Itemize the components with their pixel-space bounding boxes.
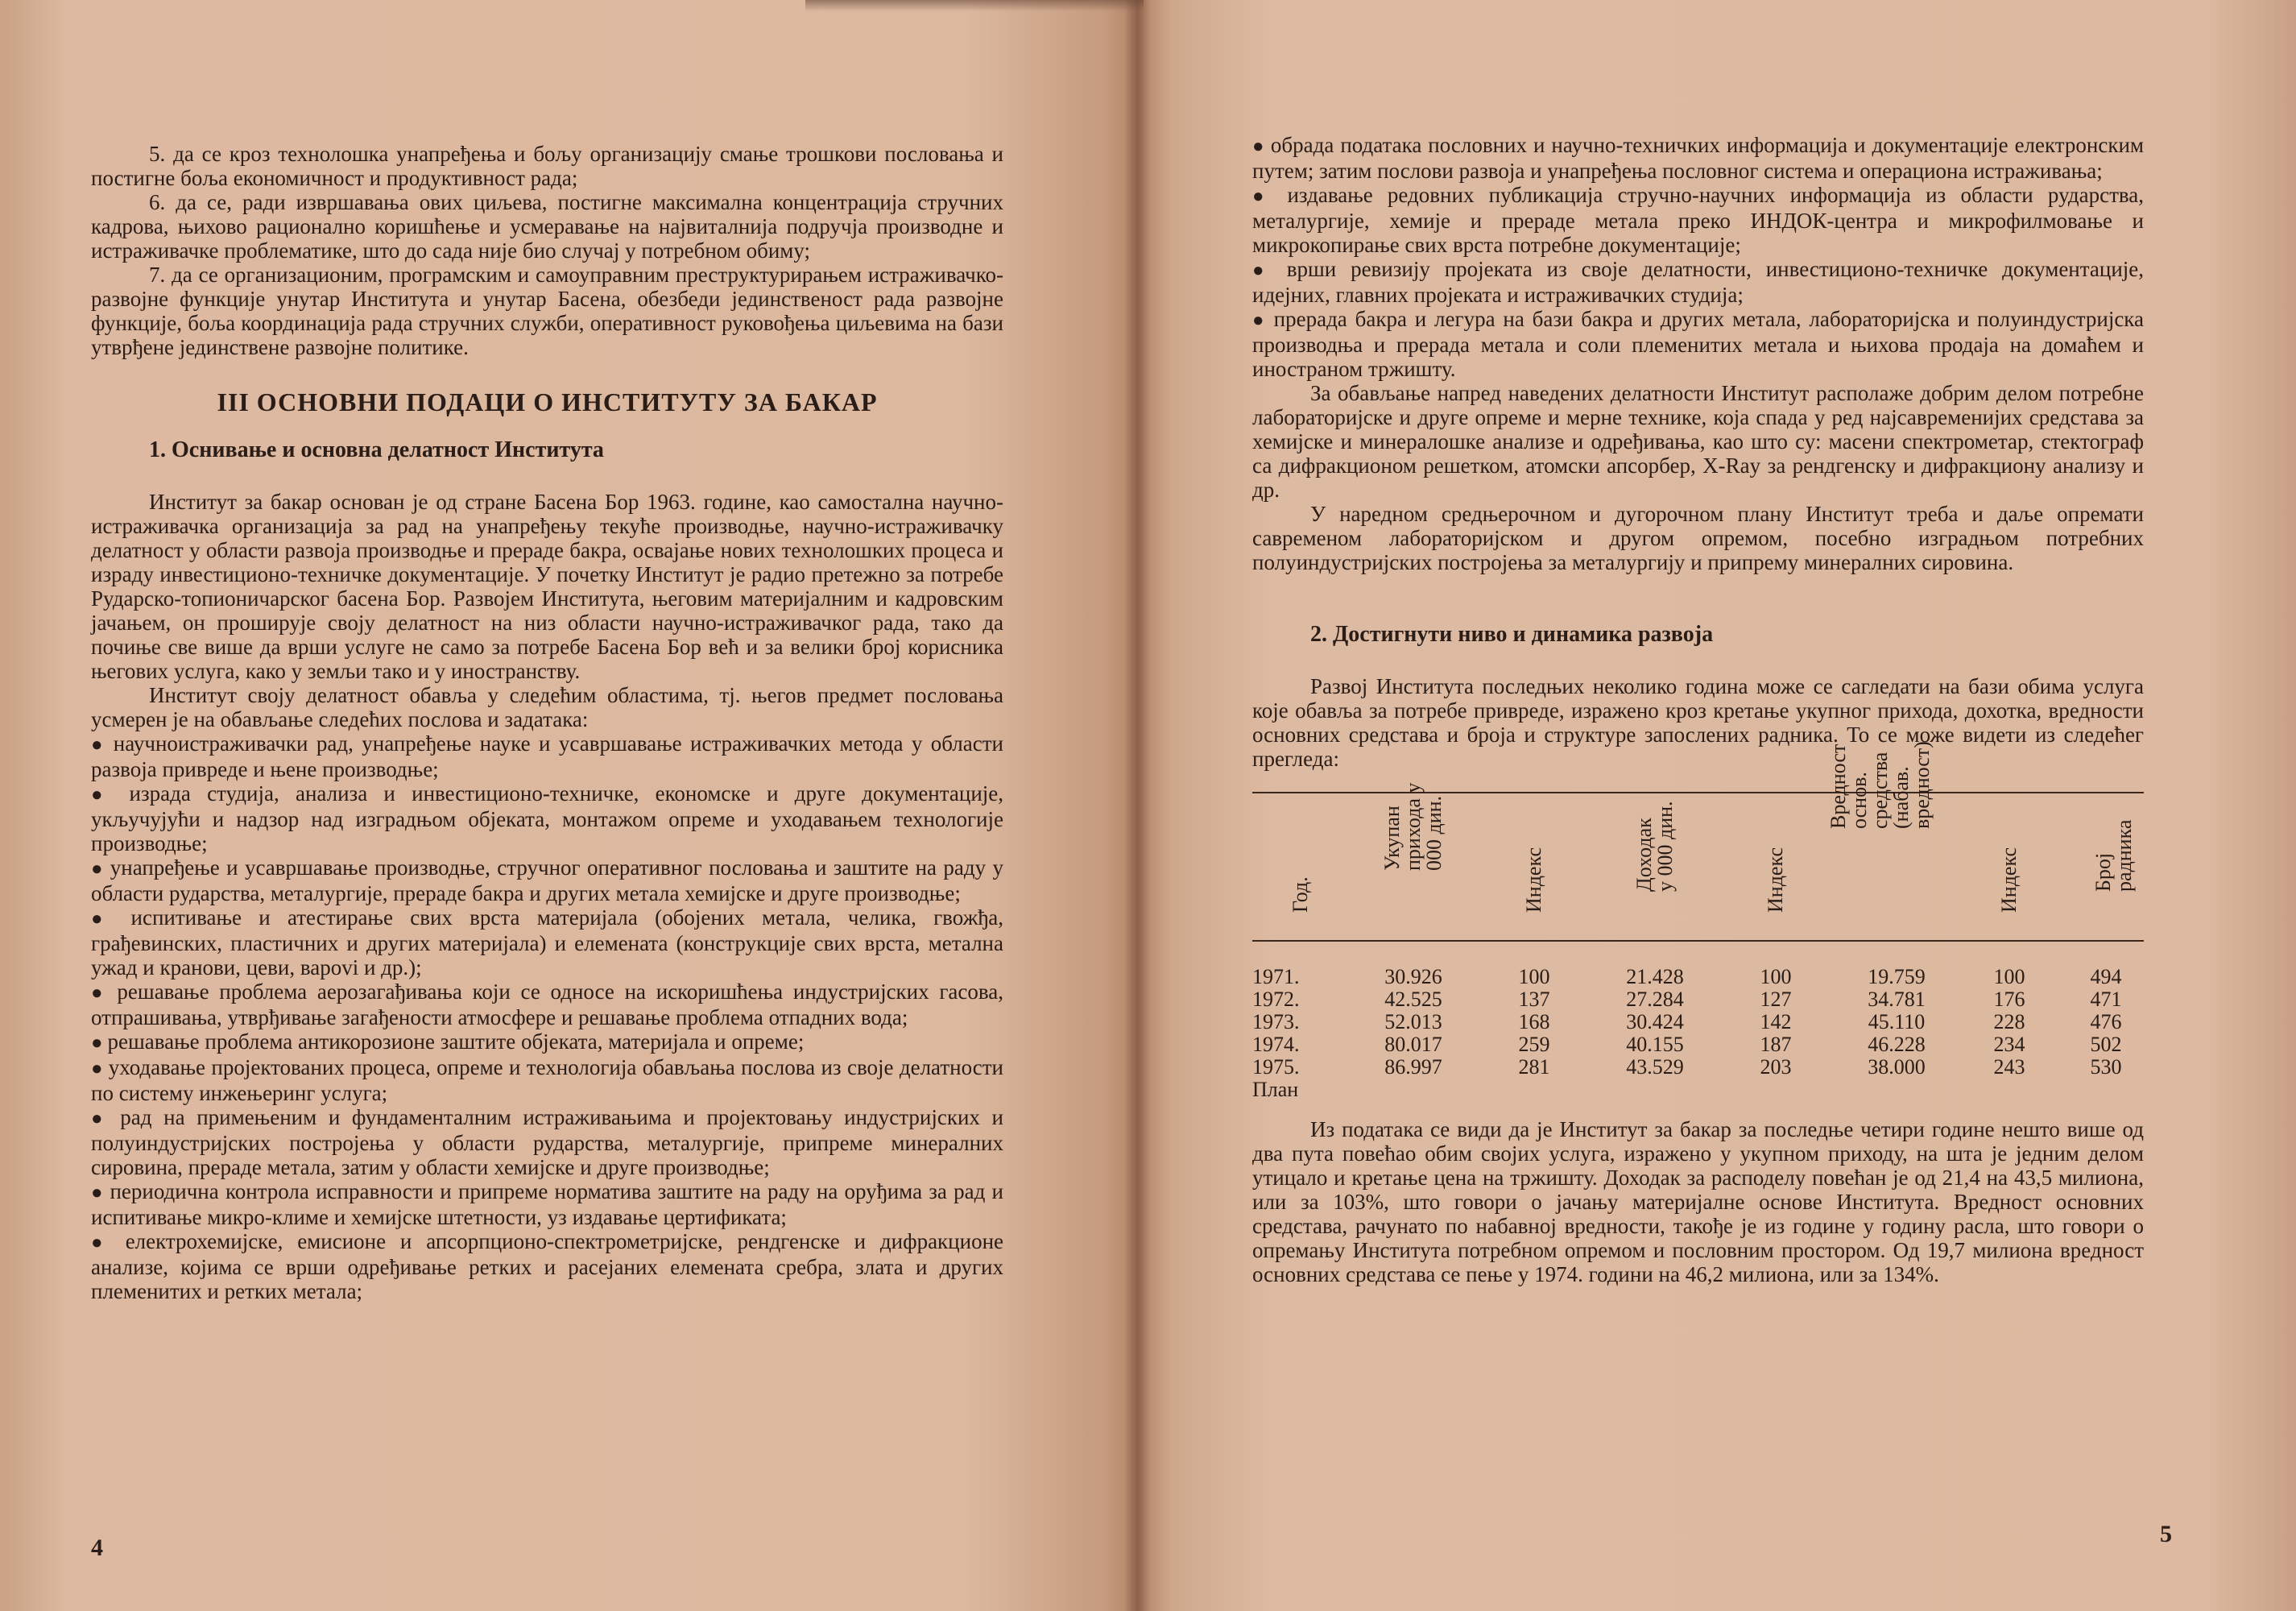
header-index-1: Индекс [1522, 847, 1545, 913]
table-cell: 502 [2090, 1033, 2122, 1056]
development-table [1252, 741, 2144, 1103]
table-cell: 234 [1993, 1033, 2025, 1056]
table-body [1252, 966, 2144, 1103]
activity-bullet-11: ● обрада података пословних и научно-техничких информација и документације електронским путем; затим послови развоја и унапређења пословног система и операциона истраживања; [1252, 133, 2144, 183]
table-cell: 168 [1518, 1010, 1550, 1033]
activity-bullet-12: ● издавање редовних публикација стручно-научних информација из области рударства, металургије, хемије и прераде метала преко ИНДОК-центра и микрофилмовање и микрокопирање свих врста потребне документације; [1252, 183, 2144, 257]
header-total-income: Укупан прихода у 000 дин. [1380, 782, 1446, 871]
table-cell-year: 1973. [1252, 1010, 1300, 1033]
page-top-edge-shadow [805, 0, 1144, 11]
table-cell: 203 [1760, 1055, 1792, 1079]
table-cell-year: 1974. [1252, 1033, 1300, 1056]
table-cell: 30.424 [1626, 1010, 1684, 1033]
table-cell: 176 [1993, 988, 2025, 1011]
left-page-text-column [91, 142, 1003, 1303]
header-income: Доходак у 000 дин. [1632, 801, 1677, 892]
table-row [1252, 966, 2144, 988]
activity-bullet-3: ● унапређење и усавршавање производње, стручног оперативног пословања и заштите на раду у области рударства, металургије, прераде бакра и других метала хемијске и друге производње; [91, 855, 1003, 905]
table-cell: 80.017 [1384, 1033, 1442, 1056]
table-cell-year: 1975. [1252, 1055, 1300, 1079]
activity-bullet-9: ● периодична контрола исправности и припреме норматива заштите на раду на оруђима за рад и испитивање микро-климе и хемијске штетности, уз издавање цертификата; [91, 1179, 1003, 1229]
table-cell: 100 [1518, 965, 1550, 988]
equipment-paragraph: За обављање напред наведених делатности Институт располаже добрим делом потребне лабораторијске и друге опреме и мерне технике, која спада у ред најсавременијих средстава за хемијске и минералошке анализе и одређивања, као што су: масени спектрометар, стектограф са дифракционом решетком, атомски апсорбер, X-Ray за рендгенску и дифракциону анализу и др. [1252, 381, 2144, 502]
plan-paragraph: У наредном средњерочном и дугорочном плану Институт треба и даље опремати савременом лабораторијском и другом опремом, посебно изградњом потребних полуиндустријских постројења за металургију и припрему минералних сировина. [1252, 502, 2144, 574]
table-cell: 476 [2090, 1010, 2122, 1033]
intro-paragraph-2: Институт своју делатност обавља у следећим областима, тј. његов предмет пословања усмерен је на обављање следећих послова и задатака: [91, 683, 1003, 731]
section-heading: III ОСНОВНИ ПОДАЦИ О ИНСТИТУТУ ЗА БАКАР [217, 387, 878, 416]
table-cell: 40.155 [1626, 1033, 1684, 1056]
activity-bullet-8: ● рад на примењеним и фундаменталним истраживањима и пројектовању индустријских и полуиндустријских постројења у области рударства, металургије, припреме минералних сировина, прераде метала, затим у области хемијске и друге производње; [91, 1105, 1003, 1179]
header-workers: Број радника [2091, 819, 2136, 892]
intro-paragraph-1: Институт за бакар основан је од стране Басена Бор 1963. године, као самостална научно-истраживачка организација за рад на унапређењу текуће производње, научно-истраживачку делатност у области развоја производње и прераде бакра, освајање нових технолошких процеса и израду инвестиционо-техничке документације. У почетку Институт је радио претежно за потребе Рударско-топионичарског басена Бор. Развојем Института, његовим материјалним и кадровским јачањем, он проширује своју делатност на низ области научно-истраживачког рада, тако да почиње све више да врши услуге не само за потребе Басена Бор већ и за велики број корисника његових услуга, како у земљи тако и у иностранству. [91, 490, 1003, 683]
table-cell: 127 [1760, 988, 1792, 1011]
activity-bullet-14: ● прерада бакра и легура на бази бакра и других метала, лабораторијска и полуиндустријска производња и прерада метала и соли племенитих метала и њихова продаја на домаћем и иностраном тржишту. [1252, 307, 2144, 381]
table-cell: 52.013 [1384, 1010, 1442, 1033]
table-cell-year: 1972. [1252, 988, 1300, 1011]
right-page [1137, 0, 2296, 1611]
activity-bullet-4: ● испитивање и атестирање свих врста материјала (обојених метала, челика, гвожђа, грађевинских, пластичних и других материјала) и елемената (конструкције свих врста, метална ужад и кранови, цеви, вароvi и др.); [91, 905, 1003, 979]
activity-bullet-13: ● врши ревизију пројеката из своје делатности, инвестиционо-техничке документације, идејних, главних пројеката и истраживачких студија; [1252, 257, 2144, 307]
table-cell: 494 [2090, 965, 2122, 988]
table-cell: 34.781 [1868, 988, 1926, 1011]
table-cell: 471 [2090, 988, 2122, 1011]
table-row [1252, 988, 2144, 1011]
table-cell-year: План [1252, 1078, 1299, 1101]
page-number-left: 4 [91, 1534, 103, 1561]
header-index-2: Индекс [1764, 847, 1787, 913]
subsection-heading-development: 2. Достигнути ниво и динамика развоја [1310, 622, 1714, 647]
table-cell: 19.759 [1868, 965, 1926, 988]
table-cell: 42.525 [1384, 988, 1442, 1011]
page-number-right: 5 [2160, 1521, 2172, 1547]
table-cell: 243 [1993, 1055, 2025, 1079]
table-cell: 45.110 [1868, 1010, 1926, 1033]
table-row [1252, 1011, 2144, 1033]
table-cell: 259 [1518, 1033, 1550, 1056]
table-cell: 21.428 [1626, 965, 1684, 988]
activity-bullet-2: ● израда студија, анализа и инвестиционо-техничке, економске и друге документације, укључујући и надзор над изградњом објеката, монтажом опреме и уходавањем технологије производње; [91, 781, 1003, 855]
table-cell: 142 [1760, 1010, 1792, 1033]
activity-bullet-10: ● електрохемијске, емисионе и апсорпционо-спектрометријске, рендгенске и дифракционе анализе, којима се врши одређивање ретких и расејаних елемената сребра, злата и других племенитих и ретких метала; [91, 1229, 1003, 1303]
table-header-rule [1252, 940, 2144, 942]
table-cell: 228 [1993, 1010, 2025, 1033]
table-cell: 100 [1993, 965, 2025, 988]
header-year: Год. [1289, 876, 1312, 913]
left-page [0, 0, 1137, 1611]
activity-bullet-1: ● научноистраживачки рад, унапређење науке и усавршавање истраживачких метода у области развоја привреде и њене производње; [91, 731, 1003, 781]
table-cell: 86.997 [1384, 1055, 1442, 1079]
header-index-3: Индекс [1997, 847, 2021, 913]
book-gutter [1124, 0, 1150, 1611]
goal-paragraph-7: 7. да се организационим, програмским и самоуправним преструктурирањем истраживачко-развојне функције унутар Института и унутар Басена, обезбеди јединственост рада развојне функције, боља координација рада стручних служби, оперативност руковођења циљевима на бази утврђене јединствене развојне политике. [91, 263, 1003, 359]
table-cell: 27.284 [1626, 988, 1684, 1011]
table-cell: 100 [1760, 965, 1792, 988]
closing-paragraph: Из података се види да је Институт за бакар за последње четири године нешто више од два пута повећао обим својих услуга, изражено у укупном приходу, на шта је једним делом утицало и кретање цена на тржишту. Доходак за расподелу повећан је од 21,4 на 43,5 милиона, или за 103%, што говори о јачању материјалне основе Института. Вредност основних средстава, рачунато по набавној вредности, такође је из године у годину расла, што говори о опремању Института потребном опремом и пословним простором. Од 19,7 милиона вредност основних средстава се пење у 1974. години на 46,2 милиона, или за 134%. [1252, 1117, 2144, 1286]
table-cell: 530 [2090, 1055, 2122, 1079]
subsection-heading-founding: 1. Оснивање и основна делатност Института [149, 437, 604, 462]
activity-bullet-6: ● решавање проблема антикорозионе заштите објеката, материјала и опреме; [91, 1029, 1003, 1055]
table-cell: 30.926 [1384, 965, 1442, 988]
activity-bullet-5: ● решавање проблема аерозагађивања који се односе на искоришћења индустријских гасова, отпрашивања, утврђивање загађености атмосфере и решавање проблема отпадних вода; [91, 979, 1003, 1029]
table-row [1252, 1079, 2144, 1101]
table-intro-paragraph: Развој Института последњих неколико година може се сагледати на бази обима услуга које обавља за потребе привреде, изражено кроз кретање укупног прихода, дохотка, вредности основних средстава и броја и структуре запослених радника. То се може видети из следећег прегледа: [1252, 674, 2144, 771]
table-cell-year: 1971. [1252, 965, 1300, 988]
table-cell: 137 [1518, 988, 1550, 1011]
table-cell: 38.000 [1868, 1055, 1926, 1079]
table-cell: 281 [1518, 1055, 1550, 1079]
goal-paragraph-6: 6. да се, ради извршавања ових циљева, постигне максимална концентрација стручних кадрова, њихово рационално коришћење и усмеравање на највиталнија подручја производне и истраживачке проблематике, што до сада није био случај у потребном обиму; [91, 190, 1003, 263]
activity-bullet-7: ● уходавање пројектованих процеса, опреме и технологија обављања послова из своје делатности по систему инжењеринг услуга; [91, 1055, 1003, 1105]
table-row [1252, 1033, 2144, 1056]
goal-paragraph-5: 5. да се кроз технолошка унапређења и бољу организацију смање трошкови пословања и постигне боља економичност и продуктивност рада; [91, 142, 1003, 190]
table-cell: 187 [1760, 1033, 1792, 1056]
table-row [1252, 1056, 2144, 1079]
header-fixed-assets: Вредност основ. средства (набав. вредност) [1826, 741, 1934, 829]
table-header-row [1252, 741, 2144, 940]
table-cell: 46.228 [1868, 1033, 1926, 1056]
table-cell: 43.529 [1626, 1055, 1684, 1079]
right-page-text-column [1252, 133, 2144, 1286]
